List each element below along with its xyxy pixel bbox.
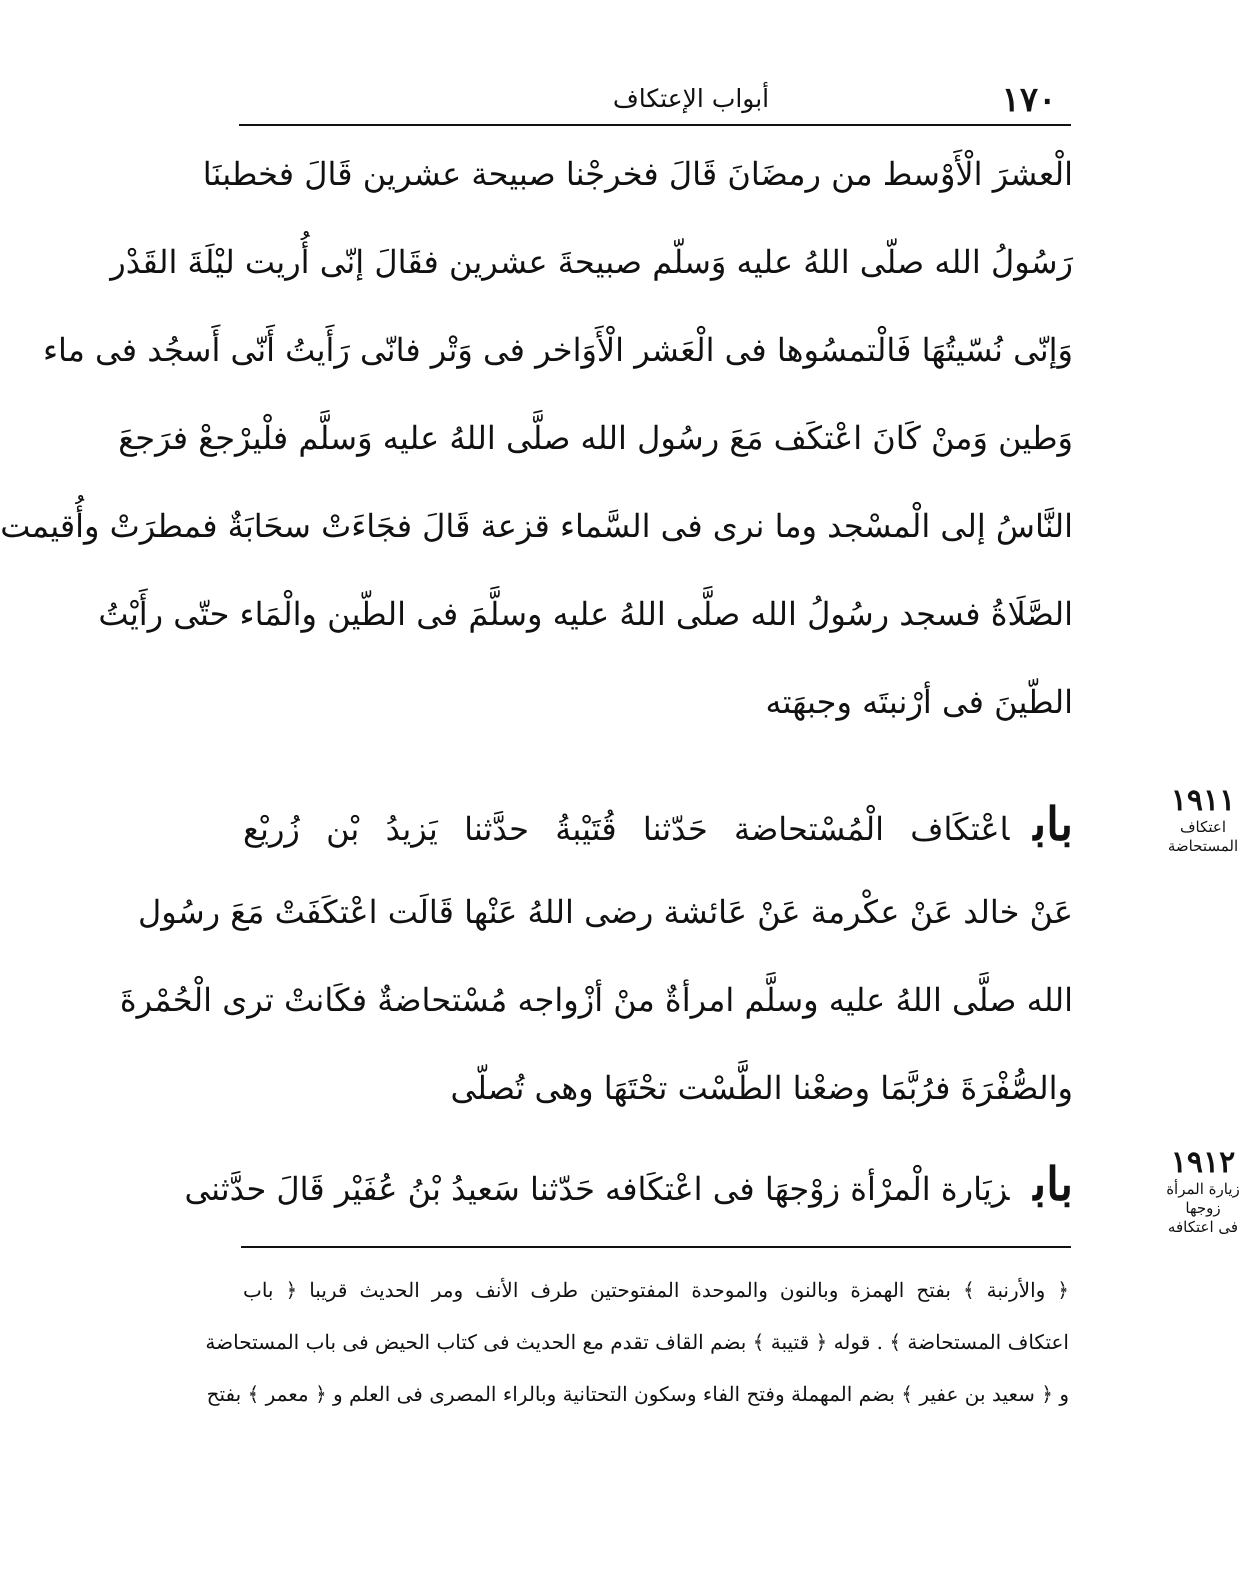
chapter-heading-line (184, 1140, 1073, 1228)
text-line: عَنْ خالد عَنْ عكْرمة عَنْ عَائشة رضى اللهُ عَنْها قَالَت اعْتكَفَتْ مَعَ رسُول (138, 893, 1073, 931)
header-rule (239, 124, 1071, 126)
hadith-number: ١٩١٢ (1170, 1145, 1236, 1180)
chapter-label: باب (1033, 1157, 1073, 1211)
footnotes (205, 1264, 1069, 1420)
text-line: الْعشرَ الْأَوْسط من رمضَانَ قَالَ فخرجْنا صبيحة عشرين قَالَ فخطبنَا (202, 155, 1073, 193)
hadith-number-note (1157, 784, 1249, 856)
hadith-number: ١٩١١ (1170, 783, 1236, 818)
chapter-label: باب (1033, 797, 1073, 851)
footnote-line: و ﴿ سعيد بن عفير ﴾ بضم المهملة وفتح الفاء وسكون التحتانية وبالراء المصرى فى العلم و ﴿ معمر ﴾ بفتح (206, 1382, 1069, 1406)
text-line: والصُّفْرَةَ فرُبَّمَا وضعْنا الطَّسْت تحْتَهَا وهى تُصلّى (450, 1069, 1073, 1107)
text-line: الطّينَ فى أرْنبتَه وجبهَته (765, 683, 1073, 721)
text-line: وَطين وَمنْ كَانَ اعْتكَف مَعَ رسُول الله صلَّى اللهُ عليه وَسلَّم فلْيرْجعْ فرَجعَ (118, 419, 1073, 457)
chapter-heading-line (243, 780, 1073, 868)
hadith-margin-title: اعتكاف المستحاضة (1167, 818, 1239, 855)
running-head: أبواب الإعتكاف (612, 84, 770, 113)
text-line: الله صلَّى اللهُ عليه وسلَّم امرأةٌ منْ أزْواجه مُسْتحاضةٌ فكَانتْ ترى الْحُمْرةَ (119, 981, 1073, 1019)
chapter-text: اعْتكَاف الْمُسْتحاضة حَدّثنا قُتَيْبةُ حدَّثنا يَزيدُ بْن زُريْع (243, 810, 1010, 848)
footnote-line: اعتكاف المستحاضة ﴾ . قوله ﴿ قتيبة ﴾ بضم القاف تقدم مع الحديث فى كتاب الحيض فى باب المستحاضة (205, 1330, 1069, 1354)
text-line: رَسُولُ الله صلّى اللهُ عليه وَسلّم صبيحةَ عشرين فقَالَ إنّى أُريت ليْلَةَ القَدْر (110, 243, 1073, 281)
text-line: وَإنّى نُسّيتُهَا فَالْتمسُوها فى الْعَشر الْأَوَاخر فى وَتْر فانّى رَأَيتُ أَنّى أَسجُد فى ماء (42, 331, 1073, 369)
footnote-rule (241, 1246, 1071, 1248)
text-line: النَّاسُ إلى الْمسْجد وما نرى فى السَّماء قزعة قَالَ فجَاءَتْ سحَابَةٌ فمطرَتْ وأُقيمت (0, 507, 1073, 545)
footnote-line: ﴿ والأرنبة ﴾ بفتح الهمزة وبالنون والموحدة المفتوحتين طرف الأنف ومر الحديث قريبا ﴿ باب (243, 1278, 1069, 1302)
hadith-margin-title: زيارة المرأة زوجها فى اعتكافه (1166, 1180, 1240, 1236)
hadith-number-note (1157, 1146, 1249, 1237)
chapter-text: زيَارة الْمرْأة زوْجهَا فى اعْتكَافه حَدّثنا سَعيدُ بْنُ عُفَيْر قَالَ حدَّثنى (184, 1170, 1010, 1208)
text-line: الصَّلَاةُ فسجد رسُولُ الله صلَّى اللهُ عليه وسلَّمَ فى الطّين والْمَاء حتّى رأَيْتُ (98, 595, 1073, 633)
page-number: ١٧٠ (1001, 80, 1057, 120)
